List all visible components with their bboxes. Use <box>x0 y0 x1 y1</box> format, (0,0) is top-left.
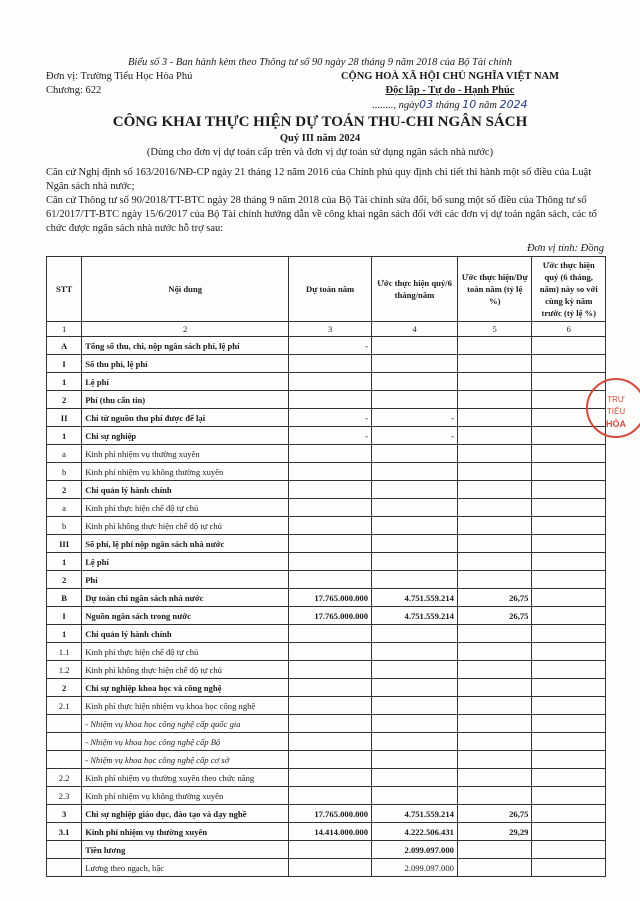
table-row <box>47 805 606 823</box>
row-stt: 2 <box>47 679 82 697</box>
chapter-code: Chương: 622 <box>46 85 102 96</box>
row-ratio-annual <box>457 409 532 427</box>
row-annual-estimate <box>289 733 372 751</box>
row-content: Kinh phí nhiệm vụ không thường xuyên <box>82 463 289 481</box>
row-annual-estimate <box>289 535 372 553</box>
row-ratio-annual: 26,75 <box>457 607 532 625</box>
row-estimated-actual <box>372 553 458 571</box>
row-content: Lệ phí <box>82 553 289 571</box>
row-ratio-annual <box>457 463 532 481</box>
table-row <box>47 481 606 499</box>
header-annual-estimate: Dự toán năm <box>289 257 372 322</box>
row-content: Kinh phí nhiệm vụ thường xuyên theo chức năng <box>82 769 289 787</box>
row-stt: 1 <box>47 427 82 445</box>
table-row <box>47 769 606 787</box>
row-content: Chi sự nghiệp khoa học và công nghệ <box>82 679 289 697</box>
row-estimated-actual <box>372 355 458 373</box>
row-content: - Nhiệm vụ khoa học công nghệ cấp Bộ <box>82 733 289 751</box>
table-row <box>47 661 606 679</box>
row-ratio-annual <box>457 661 532 679</box>
row-estimated-actual <box>372 697 458 715</box>
row-content: Kinh phí không thực hiện chế độ tự chủ <box>82 661 289 679</box>
date-year: 2024 <box>499 98 528 111</box>
header-ratio-prior-year: Ước thực hiện quý (6 tháng, năm) này so với cùng kỳ năm trước (tỷ lệ %) <box>532 257 606 322</box>
row-ratio-prior-year <box>532 787 606 805</box>
row-annual-estimate <box>289 571 372 589</box>
row-annual-estimate: 14.414.000.000 <box>289 823 372 841</box>
table-row <box>47 589 606 607</box>
row-content: Kinh phí không thực hiện chế độ tự chủ <box>82 517 289 535</box>
row-ratio-annual <box>457 571 532 589</box>
row-estimated-actual <box>372 679 458 697</box>
national-motto: Độc lập - Tự do - Hạnh Phúc <box>385 85 515 96</box>
row-stt <box>47 841 82 859</box>
row-estimated-actual <box>372 571 458 589</box>
row-ratio-prior-year <box>532 769 606 787</box>
row-ratio-prior-year <box>532 643 606 661</box>
row-ratio-prior-year <box>532 607 606 625</box>
row-content: Chi quản lý hành chính <box>82 625 289 643</box>
row-ratio-prior-year <box>532 535 606 553</box>
nation-name: CỘNG HOÀ XÃ HỘI CHỦ NGHĨA VIỆT NAM <box>340 71 560 82</box>
table-row <box>47 679 606 697</box>
official-seal: TRƯ TIỂU HÒA <box>586 378 640 438</box>
row-stt: b <box>47 517 82 535</box>
row-ratio-annual <box>457 769 532 787</box>
header-estimated-actual: Ước thực hiện quý/6 tháng/năm <box>372 257 458 322</box>
row-stt: 2.2 <box>47 769 82 787</box>
row-content: Lương theo ngạch, bậc <box>82 859 289 877</box>
table-row <box>47 499 606 517</box>
row-estimated-actual: - <box>372 409 458 427</box>
row-estimated-actual <box>372 733 458 751</box>
row-ratio-annual <box>457 481 532 499</box>
row-ratio-prior-year <box>532 589 606 607</box>
row-ratio-annual: 26,75 <box>457 589 532 607</box>
row-ratio-annual <box>457 535 532 553</box>
row-content: Kinh phí thực hiện chế độ tự chủ <box>82 643 289 661</box>
row-annual-estimate <box>289 679 372 697</box>
row-stt: II <box>47 409 82 427</box>
row-content: Chi quản lý hành chính <box>82 481 289 499</box>
table-row <box>47 553 606 571</box>
row-stt: 1 <box>47 625 82 643</box>
table-row <box>47 751 606 769</box>
row-ratio-annual <box>457 859 532 877</box>
row-ratio-annual <box>457 373 532 391</box>
table-row <box>47 625 606 643</box>
row-estimated-actual: 2.099.097.000 <box>372 841 458 859</box>
form-note: Biểu số 3 - Ban hành kèm theo Thông tư số 90 ngày 28 tháng 9 năm 2018 của Bộ Tài chính <box>128 57 512 68</box>
row-stt <box>47 859 82 877</box>
row-estimated-actual: 4.751.559.214 <box>372 805 458 823</box>
row-ratio-annual <box>457 715 532 733</box>
row-content: - Nhiệm vụ khoa học công nghệ cấp cơ sở <box>82 751 289 769</box>
row-estimated-actual: 4.751.559.214 <box>372 589 458 607</box>
table-row <box>47 571 606 589</box>
row-estimated-actual <box>372 751 458 769</box>
legal-basis-1: Căn cứ Nghị định số 163/2016/NĐ-CP ngày 21 tháng 12 năm 2016 của Chính phủ quy định chi tiết thi hành một số điều của Luật Ngân sách nhà nước; <box>46 167 592 192</box>
row-ratio-prior-year <box>532 859 606 877</box>
row-ratio-annual <box>457 697 532 715</box>
row-content: Tổng số thu, chi, nộp ngân sách phí, lệ phí <box>82 337 289 355</box>
row-content: Chi từ nguồn thu phí được để lại <box>82 409 289 427</box>
row-estimated-actual <box>372 625 458 643</box>
budget-table <box>46 256 606 877</box>
row-estimated-actual <box>372 391 458 409</box>
header-stt: STT <box>47 257 82 322</box>
row-estimated-actual <box>372 373 458 391</box>
row-stt <box>47 733 82 751</box>
row-stt: III <box>47 535 82 553</box>
row-annual-estimate <box>289 859 372 877</box>
table-row <box>47 715 606 733</box>
date-month: 10 <box>462 98 477 111</box>
row-ratio-prior-year <box>532 481 606 499</box>
row-content: Kinh phí nhiệm vụ thường xuyên <box>82 823 289 841</box>
row-ratio-prior-year <box>532 625 606 643</box>
row-ratio-annual <box>457 391 532 409</box>
document-subnote: (Dùng cho đơn vị dự toán cấp trên và đơn vị dự toán sử dụng ngân sách nhà nước) <box>146 147 494 158</box>
row-estimated-actual <box>372 499 458 517</box>
table-row <box>47 517 606 535</box>
row-stt: 1 <box>47 553 82 571</box>
document-date: ........, ngày03 tháng 10 năm 2024 <box>372 98 528 111</box>
table-row <box>47 643 606 661</box>
row-stt: 2 <box>47 481 82 499</box>
row-content: Phí (thu cẩn tin) <box>82 391 289 409</box>
row-annual-estimate: - <box>289 427 372 445</box>
row-annual-estimate <box>289 355 372 373</box>
row-ratio-prior-year <box>532 751 606 769</box>
row-ratio-prior-year <box>532 355 606 373</box>
column-number-row: 1 2 3 4 5 6 <box>47 322 606 337</box>
row-ratio-annual <box>457 553 532 571</box>
row-stt: b <box>47 463 82 481</box>
row-ratio-prior-year <box>532 499 606 517</box>
row-content: Số phí, lệ phí nộp ngân sách nhà nước <box>82 535 289 553</box>
row-ratio-annual: 26,75 <box>457 805 532 823</box>
row-ratio-annual <box>457 679 532 697</box>
table-row <box>47 535 606 553</box>
document-title: CÔNG KHAI THỰC HIỆN DỰ TOÁN THU-CHI NGÂN SÁCH <box>112 114 528 130</box>
row-ratio-prior-year <box>532 445 606 463</box>
row-ratio-prior-year <box>532 571 606 589</box>
row-annual-estimate <box>289 499 372 517</box>
row-ratio-annual <box>457 337 532 355</box>
row-content: Tiền lương <box>82 841 289 859</box>
date-day: 03 <box>419 98 434 111</box>
table-header-row <box>47 257 606 322</box>
row-annual-estimate <box>289 787 372 805</box>
row-content: Chi sự nghiệp giáo dục, đào tạo và dạy nghề <box>82 805 289 823</box>
row-stt: 2 <box>47 571 82 589</box>
row-stt: 2 <box>47 391 82 409</box>
row-estimated-actual <box>372 661 458 679</box>
row-ratio-prior-year <box>532 733 606 751</box>
row-ratio-annual <box>457 841 532 859</box>
row-annual-estimate <box>289 517 372 535</box>
table-row <box>47 733 606 751</box>
row-stt: I <box>47 355 82 373</box>
row-annual-estimate: - <box>289 409 372 427</box>
row-ratio-annual <box>457 427 532 445</box>
row-content: Lệ phí <box>82 373 289 391</box>
table-row <box>47 355 606 373</box>
row-estimated-actual <box>372 445 458 463</box>
row-content: Nguồn ngân sách trong nước <box>82 607 289 625</box>
row-annual-estimate: - <box>289 337 372 355</box>
row-ratio-annual <box>457 733 532 751</box>
row-ratio-annual <box>457 499 532 517</box>
table-row <box>47 445 606 463</box>
row-annual-estimate: 17.765.000.000 <box>289 607 372 625</box>
row-estimated-actual <box>372 643 458 661</box>
row-stt: 2.1 <box>47 697 82 715</box>
row-ratio-prior-year <box>532 463 606 481</box>
row-stt: a <box>47 499 82 517</box>
table-row <box>47 409 606 427</box>
row-content: Kinh phí nhiệm vụ thường xuyên <box>82 445 289 463</box>
row-ratio-prior-year <box>532 715 606 733</box>
row-estimated-actual: 4.222.506.431 <box>372 823 458 841</box>
row-content: - Nhiệm vụ khoa học công nghệ cấp quốc gia <box>82 715 289 733</box>
document-subtitle: Quý III năm 2024 <box>279 133 361 144</box>
table-row <box>47 787 606 805</box>
row-annual-estimate <box>289 463 372 481</box>
row-annual-estimate <box>289 373 372 391</box>
row-estimated-actual <box>372 535 458 553</box>
row-annual-estimate <box>289 697 372 715</box>
row-stt: A <box>47 337 82 355</box>
row-annual-estimate <box>289 715 372 733</box>
row-stt <box>47 751 82 769</box>
row-annual-estimate <box>289 661 372 679</box>
row-annual-estimate <box>289 391 372 409</box>
row-ratio-annual <box>457 625 532 643</box>
row-content: Dự toán chi ngân sách nhà nước <box>82 589 289 607</box>
row-ratio-annual <box>457 355 532 373</box>
table-row <box>47 841 606 859</box>
row-estimated-actual <box>372 337 458 355</box>
row-annual-estimate <box>289 751 372 769</box>
table-row <box>47 607 606 625</box>
row-annual-estimate <box>289 841 372 859</box>
row-ratio-annual <box>457 787 532 805</box>
legal-basis-2: Căn cứ Thông tư số 90/2018/TT-BTC ngày 28 tháng 9 năm 2018 của Bộ Tài chính sửa đổi, bổ sung một số điều của Thông tư số 61/2017/TT-BTC ngày 15/6/2017 của Bộ Tài chính hướng dẫn về công khai ngân sách đối với các đơn vị dự toán ngân sách, các tổ chức được ngân sách nhà nước hỗ trợ sau: <box>46 195 597 234</box>
row-estimated-actual <box>372 517 458 535</box>
row-stt: I <box>47 607 82 625</box>
issuing-unit <box>46 70 192 98</box>
row-stt: 1.1 <box>47 643 82 661</box>
unit-name: Đơn vị: Trường Tiểu Học Hòa Phú <box>46 71 193 82</box>
row-ratio-annual <box>457 445 532 463</box>
row-ratio-prior-year <box>532 679 606 697</box>
row-content: Kinh phí nhiệm vụ không thường xuyên <box>82 787 289 805</box>
row-stt: 3 <box>47 805 82 823</box>
table-row <box>47 463 606 481</box>
row-ratio-annual: 29,29 <box>457 823 532 841</box>
row-annual-estimate: 17.765.000.000 <box>289 589 372 607</box>
row-ratio-prior-year <box>532 337 606 355</box>
row-annual-estimate <box>289 625 372 643</box>
row-stt: 3.1 <box>47 823 82 841</box>
row-estimated-actual: 4.751.559.214 <box>372 607 458 625</box>
row-content: Kinh phí thực hiện chế độ tự chủ <box>82 499 289 517</box>
row-annual-estimate <box>289 481 372 499</box>
row-ratio-prior-year <box>532 841 606 859</box>
row-ratio-annual <box>457 751 532 769</box>
row-ratio-prior-year <box>532 823 606 841</box>
table-row <box>47 391 606 409</box>
row-estimated-actual <box>372 787 458 805</box>
row-annual-estimate: 17.765.000.000 <box>289 805 372 823</box>
row-estimated-actual <box>372 481 458 499</box>
row-ratio-prior-year <box>532 661 606 679</box>
row-content: Kinh phí thực hiện nhiệm vụ khoa học công nghệ <box>82 697 289 715</box>
row-stt: 1 <box>47 373 82 391</box>
row-estimated-actual <box>372 769 458 787</box>
row-estimated-actual <box>372 463 458 481</box>
table-row <box>47 697 606 715</box>
row-stt <box>47 715 82 733</box>
row-annual-estimate <box>289 553 372 571</box>
row-stt: 2.3 <box>47 787 82 805</box>
row-annual-estimate <box>289 445 372 463</box>
header-ratio-annual: Ước thực hiện/Dự toán năm (tỷ lệ %) <box>457 257 532 322</box>
row-content: Chi sự nghiệp <box>82 427 289 445</box>
table-row <box>47 337 606 355</box>
row-ratio-annual <box>457 517 532 535</box>
row-annual-estimate <box>289 643 372 661</box>
row-stt: 1.2 <box>47 661 82 679</box>
table-row <box>47 823 606 841</box>
row-stt: B <box>47 589 82 607</box>
row-stt: a <box>47 445 82 463</box>
row-estimated-actual: - <box>372 427 458 445</box>
row-ratio-annual <box>457 643 532 661</box>
row-content: Số thu phí, lệ phí <box>82 355 289 373</box>
table-row <box>47 373 606 391</box>
row-ratio-prior-year <box>532 805 606 823</box>
table-row <box>47 427 606 445</box>
table-row <box>47 859 606 877</box>
row-estimated-actual <box>372 715 458 733</box>
row-ratio-prior-year <box>532 517 606 535</box>
header-content: Nội dung <box>82 257 289 322</box>
row-estimated-actual: 2.099.097.000 <box>372 859 458 877</box>
national-header <box>300 70 600 113</box>
row-ratio-prior-year <box>532 553 606 571</box>
row-ratio-prior-year <box>532 697 606 715</box>
row-content: Phí <box>82 571 289 589</box>
currency-unit: Đơn vị tính: Đồng <box>526 243 604 254</box>
row-annual-estimate <box>289 769 372 787</box>
